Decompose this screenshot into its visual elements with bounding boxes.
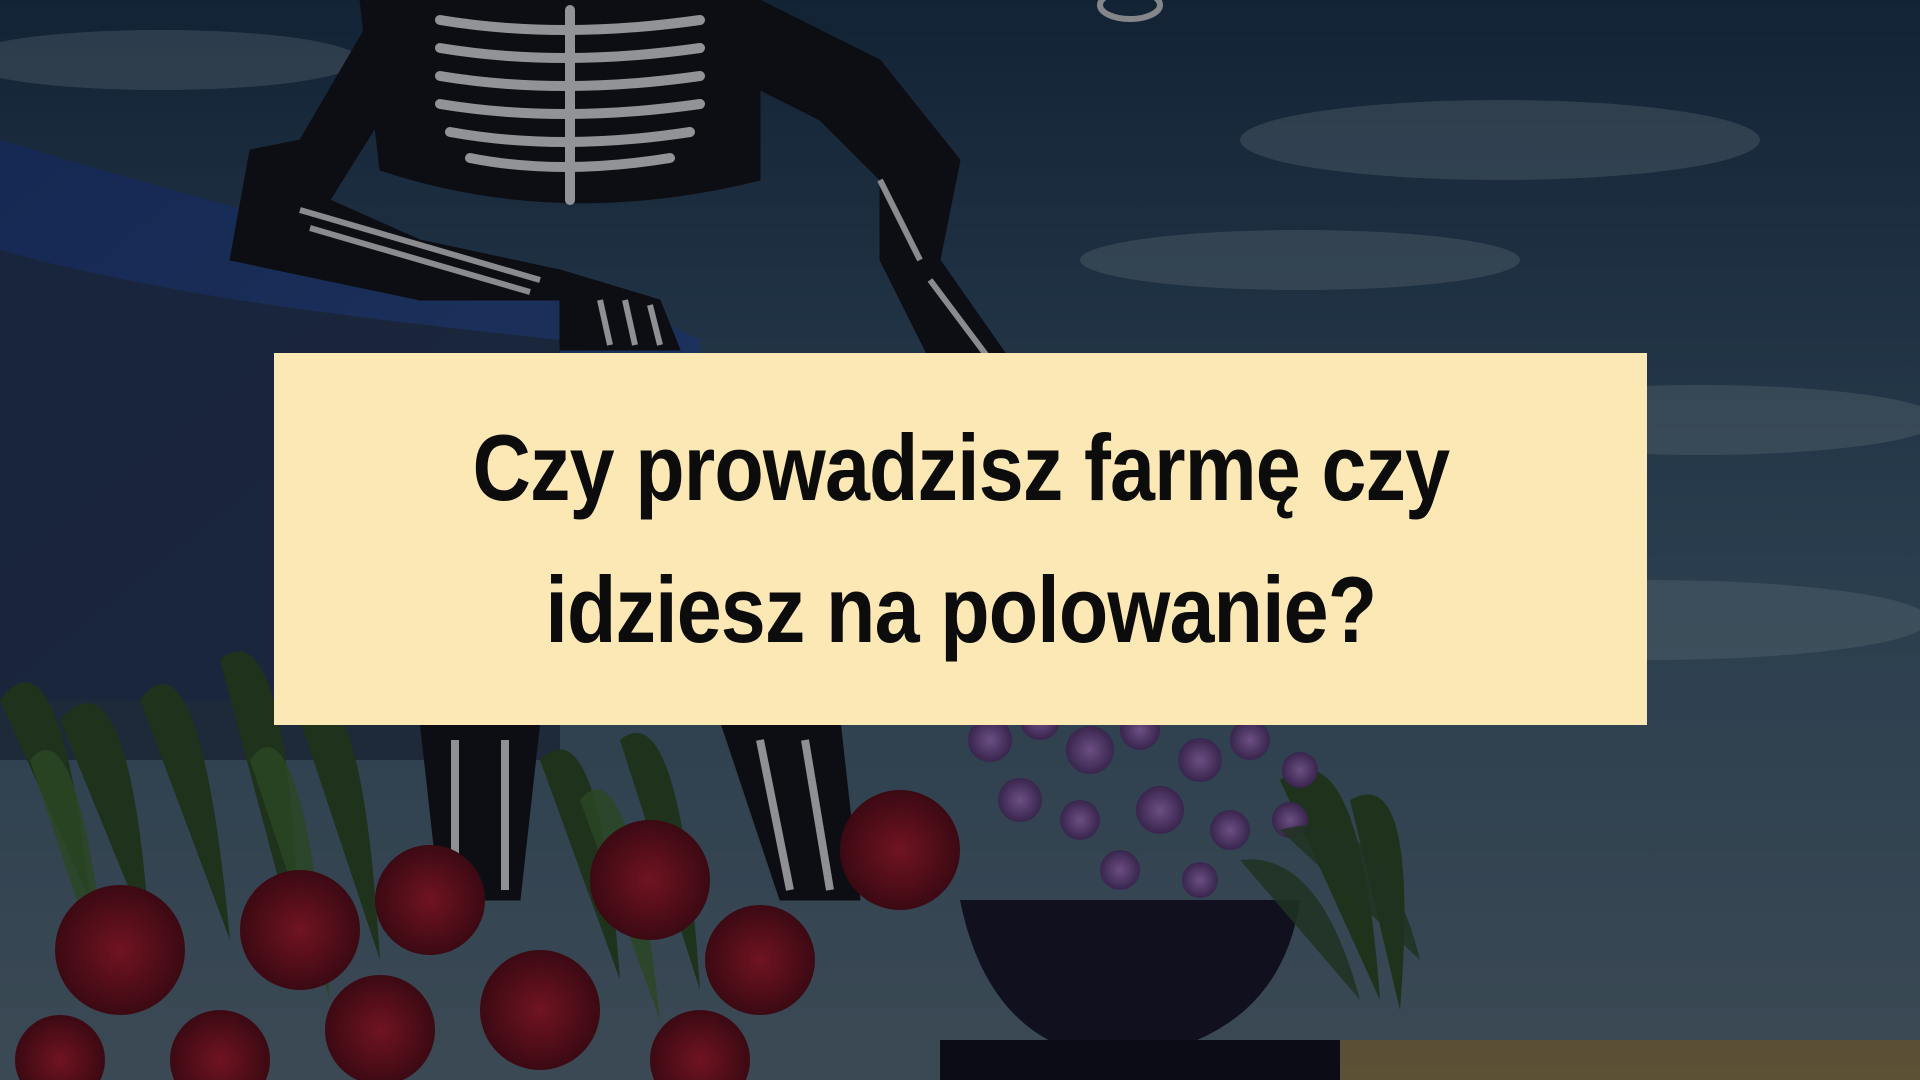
caption-line-2: idziesz na polowanie?	[545, 557, 1376, 662]
caption-text	[472, 397, 1449, 681]
caption-line-1: Czy prowadzisz farmę czy	[472, 415, 1449, 520]
caption-box	[274, 353, 1647, 725]
